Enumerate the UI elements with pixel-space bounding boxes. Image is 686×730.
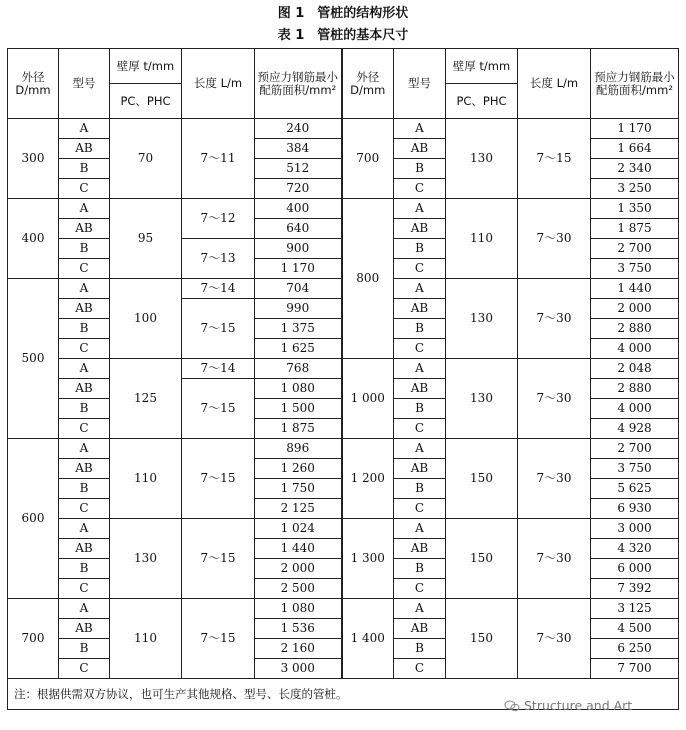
- right-rebar-cell: 2 880: [591, 379, 679, 399]
- left-rebar-cell: 1 625: [255, 339, 342, 359]
- table-row: [8, 119, 679, 139]
- left-rebar-cell: 240: [255, 119, 342, 139]
- left-rebar-cell: 1 375: [255, 319, 342, 339]
- left-rebar-cell: 1 260: [255, 459, 342, 479]
- left-wall-cell: 110: [110, 599, 182, 679]
- left-model-cell: A: [59, 519, 110, 539]
- header-length-right: 长度 L/m: [518, 49, 591, 119]
- left-model-cell: A: [59, 599, 110, 619]
- left-rebar-cell: 1 024: [255, 519, 342, 539]
- pile-dimension-table: [7, 48, 679, 710]
- left-model-cell: A: [59, 439, 110, 459]
- left-rebar-cell: 512: [255, 159, 342, 179]
- left-wall-cell: 70: [110, 119, 182, 199]
- header-wall: 壁厚 t/mm: [110, 49, 182, 84]
- left-length-cell: 7～15: [182, 299, 255, 359]
- right-model-cell: AB: [394, 219, 446, 239]
- right-model-cell: C: [394, 579, 446, 599]
- right-model-cell: A: [394, 519, 446, 539]
- left-rebar-cell: 1 080: [255, 599, 342, 619]
- left-length-cell: 7～15: [182, 439, 255, 519]
- left-length-cell: 7～14: [182, 359, 255, 379]
- left-model-cell: C: [59, 179, 110, 199]
- header-model: 型号: [59, 49, 110, 119]
- left-model-cell: A: [59, 359, 110, 379]
- left-model-cell: C: [59, 259, 110, 279]
- left-rebar-cell: 1 440: [255, 539, 342, 559]
- right-model-cell: A: [394, 279, 446, 299]
- watermark: [504, 698, 632, 713]
- right-model-cell: B: [394, 639, 446, 659]
- left-rebar-cell: 3 000: [255, 659, 342, 679]
- right-rebar-cell: 3 750: [591, 259, 679, 279]
- left-model-cell: B: [59, 159, 110, 179]
- right-model-cell: AB: [394, 379, 446, 399]
- left-od-cell: 300: [8, 119, 59, 199]
- left-length-cell: 7～12: [182, 199, 255, 239]
- right-model-cell: AB: [394, 299, 446, 319]
- left-rebar-cell: 896: [255, 439, 342, 459]
- right-model-cell: B: [394, 399, 446, 419]
- right-wall-cell: 110: [446, 199, 518, 279]
- right-rebar-cell: 7 700: [591, 659, 679, 679]
- table-row: [8, 439, 679, 459]
- right-rebar-cell: 3 125: [591, 599, 679, 619]
- left-rebar-cell: 900: [255, 239, 342, 259]
- right-wall-cell: 150: [446, 519, 518, 599]
- right-model-cell: A: [394, 359, 446, 379]
- header-wall-sub-right: PC、PHC: [446, 84, 518, 119]
- left-rebar-cell: 1 170: [255, 259, 342, 279]
- watermark-text: Structure and Art: [524, 698, 633, 713]
- right-model-cell: C: [394, 419, 446, 439]
- left-model-cell: B: [59, 399, 110, 419]
- left-model-cell: C: [59, 339, 110, 359]
- right-rebar-cell: 1 440: [591, 279, 679, 299]
- left-model-cell: B: [59, 479, 110, 499]
- right-rebar-cell: 5 625: [591, 479, 679, 499]
- figure-caption: 图 1 管桩的结构形状: [277, 6, 409, 21]
- right-wall-cell: 130: [446, 359, 518, 439]
- left-length-cell: 7～11: [182, 119, 255, 199]
- right-rebar-cell: 1 350: [591, 199, 679, 219]
- right-rebar-cell: 2 340: [591, 159, 679, 179]
- right-rebar-cell: 2 000: [591, 299, 679, 319]
- right-length-cell: 7～30: [518, 599, 591, 679]
- left-model-cell: B: [59, 239, 110, 259]
- right-rebar-cell: 2 880: [591, 319, 679, 339]
- right-model-cell: B: [394, 239, 446, 259]
- header-model-right: 型号: [394, 49, 446, 119]
- left-rebar-cell: 1 875: [255, 419, 342, 439]
- left-model-cell: C: [59, 659, 110, 679]
- right-model-cell: AB: [394, 459, 446, 479]
- right-rebar-cell: 2 700: [591, 439, 679, 459]
- header-wall-right: 壁厚 t/mm: [446, 49, 518, 84]
- left-length-cell: 7～15: [182, 379, 255, 439]
- right-rebar-cell: 3 750: [591, 459, 679, 479]
- left-length-cell: 7～15: [182, 599, 255, 679]
- right-rebar-cell: 6 250: [591, 639, 679, 659]
- left-model-cell: C: [59, 579, 110, 599]
- wechat-icon: [504, 700, 520, 712]
- left-length-cell: 7～13: [182, 239, 255, 279]
- right-rebar-cell: 3 250: [591, 179, 679, 199]
- header-od: 外径 D/mm: [8, 49, 59, 119]
- left-rebar-cell: 1 500: [255, 399, 342, 419]
- right-od-cell: 1 400: [342, 599, 394, 679]
- left-rebar-cell: 1 080: [255, 379, 342, 399]
- left-wall-cell: 110: [110, 439, 182, 519]
- left-model-cell: AB: [59, 139, 110, 159]
- table-row: [8, 599, 679, 619]
- right-model-cell: A: [394, 599, 446, 619]
- right-od-cell: 1 000: [342, 359, 394, 439]
- right-model-cell: AB: [394, 139, 446, 159]
- left-rebar-cell: 1 536: [255, 619, 342, 639]
- right-model-cell: C: [394, 259, 446, 279]
- right-rebar-cell: 2 700: [591, 239, 679, 259]
- left-rebar-cell: 2 160: [255, 639, 342, 659]
- left-rebar-cell: 2 125: [255, 499, 342, 519]
- left-model-cell: AB: [59, 459, 110, 479]
- right-length-cell: 7～15: [518, 119, 591, 199]
- left-od-cell: 400: [8, 199, 59, 279]
- right-rebar-cell: 4 000: [591, 399, 679, 419]
- left-wall-cell: 95: [110, 199, 182, 279]
- header-row-1: [8, 49, 679, 84]
- left-od-cell: 700: [8, 599, 59, 679]
- table-note: 注：根据供需双方协议，也可生产其他规格、型号、长度的管桩。: [8, 679, 679, 710]
- table-row: [8, 359, 679, 379]
- left-model-cell: AB: [59, 219, 110, 239]
- left-rebar-cell: 704: [255, 279, 342, 299]
- right-model-cell: A: [394, 439, 446, 459]
- right-model-cell: C: [394, 179, 446, 199]
- left-model-cell: AB: [59, 379, 110, 399]
- right-od-cell: 800: [342, 199, 394, 359]
- right-rebar-cell: 1 664: [591, 139, 679, 159]
- left-model-cell: A: [59, 199, 110, 219]
- right-od-cell: 700: [342, 119, 394, 199]
- header-od-right: 外径 D/mm: [342, 49, 394, 119]
- left-od-cell: 600: [8, 439, 59, 599]
- right-rebar-cell: 4 928: [591, 419, 679, 439]
- right-length-cell: 7～30: [518, 359, 591, 439]
- header-rebar-right: 预应力钢筋最小配筋面积/mm²: [591, 49, 679, 119]
- left-rebar-cell: 768: [255, 359, 342, 379]
- table-row: [8, 199, 679, 219]
- header-length: 长度 L/m: [182, 49, 255, 119]
- right-od-cell: 1 300: [342, 519, 394, 599]
- left-rebar-cell: 384: [255, 139, 342, 159]
- right-rebar-cell: 4 500: [591, 619, 679, 639]
- left-od-cell: 500: [8, 279, 59, 439]
- left-model-cell: A: [59, 279, 110, 299]
- left-rebar-cell: 640: [255, 219, 342, 239]
- right-length-cell: 7～30: [518, 279, 591, 359]
- right-wall-cell: 130: [446, 279, 518, 359]
- right-rebar-cell: 6 930: [591, 499, 679, 519]
- left-rebar-cell: 2 000: [255, 559, 342, 579]
- left-length-cell: 7～14: [182, 279, 255, 299]
- right-rebar-cell: 1 170: [591, 119, 679, 139]
- right-length-cell: 7～30: [518, 519, 591, 599]
- right-model-cell: C: [394, 339, 446, 359]
- table-row: [8, 519, 679, 539]
- left-model-cell: C: [59, 419, 110, 439]
- right-rebar-cell: 2 048: [591, 359, 679, 379]
- left-wall-cell: 100: [110, 279, 182, 359]
- right-rebar-cell: 7 392: [591, 579, 679, 599]
- left-rebar-cell: 720: [255, 179, 342, 199]
- left-model-cell: C: [59, 499, 110, 519]
- left-model-cell: B: [59, 319, 110, 339]
- left-length-cell: 7～15: [182, 519, 255, 599]
- right-model-cell: AB: [394, 539, 446, 559]
- header-rebar: 预应力钢筋最小配筋面积/mm²: [255, 49, 342, 119]
- left-model-cell: B: [59, 639, 110, 659]
- table-caption: 表 1 管桩的基本尺寸: [277, 28, 409, 43]
- left-wall-cell: 125: [110, 359, 182, 439]
- left-wall-cell: 130: [110, 519, 182, 599]
- right-wall-cell: 150: [446, 439, 518, 519]
- right-length-cell: 7～30: [518, 199, 591, 279]
- right-rebar-cell: 4 000: [591, 339, 679, 359]
- left-model-cell: AB: [59, 539, 110, 559]
- right-wall-cell: 150: [446, 599, 518, 679]
- left-model-cell: B: [59, 559, 110, 579]
- right-model-cell: C: [394, 659, 446, 679]
- left-model-cell: AB: [59, 299, 110, 319]
- right-model-cell: B: [394, 319, 446, 339]
- header-wall-sub: PC、PHC: [110, 84, 182, 119]
- right-model-cell: B: [394, 479, 446, 499]
- right-wall-cell: 130: [446, 119, 518, 199]
- right-rebar-cell: 1 875: [591, 219, 679, 239]
- left-rebar-cell: 2 500: [255, 579, 342, 599]
- table-body: [8, 119, 679, 679]
- right-model-cell: B: [394, 159, 446, 179]
- right-model-cell: AB: [394, 619, 446, 639]
- left-rebar-cell: 1 750: [255, 479, 342, 499]
- right-model-cell: A: [394, 199, 446, 219]
- left-rebar-cell: 990: [255, 299, 342, 319]
- right-rebar-cell: 3 000: [591, 519, 679, 539]
- left-model-cell: AB: [59, 619, 110, 639]
- right-model-cell: C: [394, 499, 446, 519]
- left-model-cell: A: [59, 119, 110, 139]
- right-od-cell: 1 200: [342, 439, 394, 519]
- right-model-cell: B: [394, 559, 446, 579]
- right-length-cell: 7～30: [518, 439, 591, 519]
- right-rebar-cell: 4 320: [591, 539, 679, 559]
- left-rebar-cell: 400: [255, 199, 342, 219]
- right-rebar-cell: 6 000: [591, 559, 679, 579]
- right-model-cell: A: [394, 119, 446, 139]
